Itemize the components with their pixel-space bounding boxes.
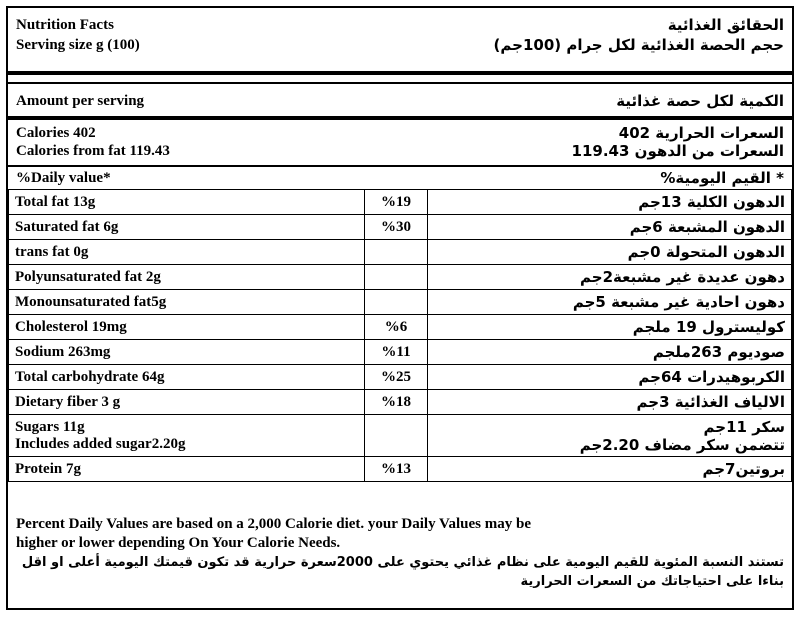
nutrient-name-ar bbox=[428, 340, 792, 365]
calories-from-fat-ar: السعرات من الدهون 119.43 bbox=[571, 142, 784, 160]
nutrient-label-ar: الدهون الكلية 13جم bbox=[638, 193, 785, 211]
footnote-ar: تستند النسبة المئوية للقيم اليومية على نظام غذائي يحتوي على 2000سعرة حرارية قد تكون قيمتك اليومية أعلى او اقل بناءا على احتياجاتك من السعرات الحرارية bbox=[21, 555, 784, 589]
title-en: Nutrition Facts bbox=[16, 17, 114, 33]
amount-per-serving-ar: الكمية لكل حصة غذائية bbox=[616, 92, 784, 110]
divider-thick bbox=[8, 116, 792, 120]
nutrient-label-ar: صوديوم 263ملجم bbox=[652, 343, 785, 361]
table-row bbox=[9, 390, 792, 415]
nutrient-name-en bbox=[9, 265, 365, 290]
nutrient-label-en: Total carbohydrate 64g bbox=[15, 368, 165, 385]
title-ar: الحقائق الغذائية bbox=[667, 16, 784, 34]
nutrient-name-ar bbox=[428, 315, 792, 340]
serving-size-ar: حجم الحصة الغذائية لكل جرام (100جم) bbox=[493, 36, 784, 54]
nutrition-label bbox=[6, 6, 794, 610]
daily-value-percent: %11 bbox=[364, 340, 428, 365]
amount-per-serving-en: Amount per serving bbox=[16, 93, 145, 109]
nutrient-label-ar: بروتين7جم bbox=[702, 460, 785, 478]
table-row bbox=[9, 290, 792, 315]
daily-value-percent: %6 bbox=[364, 315, 428, 340]
nutrient-name-en bbox=[9, 240, 365, 265]
nutrient-label-en: Dietary fiber 3 g bbox=[15, 393, 121, 410]
table-row bbox=[9, 190, 792, 215]
daily-value-percent: %19 bbox=[364, 190, 428, 215]
nutrient-table bbox=[8, 189, 792, 482]
table-row bbox=[9, 340, 792, 365]
nutrient-label-ar: دهون عديدة غير مشبعة2جم bbox=[580, 268, 785, 286]
nutrient-name-en bbox=[9, 457, 365, 482]
calories-ar: السعرات الحرارية 402 bbox=[618, 124, 784, 142]
table-row bbox=[9, 265, 792, 290]
daily-value-en: %Daily value* bbox=[16, 170, 111, 186]
nutrient-name-en bbox=[9, 290, 365, 315]
nutrient-label-en: Cholesterol 19mg bbox=[15, 318, 127, 335]
nutrient-label-en: Saturated fat 6g bbox=[15, 218, 119, 235]
nutrient-name-en bbox=[9, 390, 365, 415]
nutrient-label-ar: الالياف الغذائية 3جم bbox=[636, 393, 785, 411]
nutrient-sublabel-en: Includes added sugar2.20g bbox=[15, 435, 186, 452]
nutrient-name-ar bbox=[428, 265, 792, 290]
nutrient-name-en bbox=[9, 365, 365, 390]
nutrient-name-ar bbox=[428, 390, 792, 415]
nutrient-name-ar bbox=[428, 190, 792, 215]
table-row bbox=[9, 240, 792, 265]
nutrient-label-ar: الدهون المشبعة 6جم bbox=[629, 218, 785, 236]
nutrient-label-en: Total fat 13g bbox=[15, 193, 96, 210]
nutrient-name-en bbox=[9, 340, 365, 365]
nutrient-label-ar: دهون احادية غير مشبعة 5جم bbox=[572, 293, 785, 311]
nutrient-label-ar: سكر 11جم bbox=[703, 417, 785, 436]
footnote-en: Percent Daily Values are based on a 2,000 Calorie diet. your Daily Values may be higher or lower depending On Your Calorie Needs. bbox=[16, 516, 532, 551]
nutrient-label-en: Sugars 11g bbox=[15, 418, 85, 435]
nutrient-name-en bbox=[9, 415, 365, 457]
nutrient-name-ar bbox=[428, 457, 792, 482]
nutrient-label-ar: الدهون المتحولة 0جم bbox=[627, 243, 785, 261]
nutrient-name-ar bbox=[428, 215, 792, 240]
divider-thick bbox=[8, 71, 792, 75]
divider bbox=[8, 165, 792, 167]
table-row bbox=[9, 215, 792, 240]
daily-value-percent: %13 bbox=[364, 457, 428, 482]
nutrient-label-en: Polyunsaturated fat 2g bbox=[15, 268, 161, 285]
daily-value-percent: %25 bbox=[364, 365, 428, 390]
nutrient-name-en bbox=[9, 315, 365, 340]
table-row bbox=[9, 415, 792, 457]
nutrient-label-en: Monounsaturated fat5g bbox=[15, 293, 167, 310]
divider bbox=[8, 82, 792, 84]
calories-from-fat-en: Calories from fat 119.43 bbox=[16, 143, 170, 159]
daily-value-percent bbox=[364, 415, 428, 457]
nutrient-label-ar: الكربوهيدرات 64جم bbox=[638, 368, 785, 386]
nutrient-name-ar bbox=[428, 240, 792, 265]
nutrient-label-en: trans fat 0g bbox=[15, 243, 89, 260]
daily-value-ar: * القيم اليومية% bbox=[660, 169, 784, 187]
nutrient-sublabel-ar: تتضمن سكر مضاف 2.20جم bbox=[579, 435, 785, 454]
nutrient-name-en bbox=[9, 190, 365, 215]
table-row bbox=[9, 315, 792, 340]
daily-value-percent bbox=[364, 265, 428, 290]
nutrient-label-ar: كوليسترول 19 ملجم bbox=[632, 318, 785, 336]
daily-value-percent: %18 bbox=[364, 390, 428, 415]
nutrient-name-ar bbox=[428, 415, 792, 457]
nutrient-name-en bbox=[9, 215, 365, 240]
nutrient-label-en: Protein 7g bbox=[15, 460, 81, 477]
serving-size-en: Serving size g (100) bbox=[16, 37, 140, 53]
calories-en: Calories 402 bbox=[16, 125, 96, 141]
nutrient-name-ar bbox=[428, 365, 792, 390]
daily-value-percent bbox=[364, 290, 428, 315]
nutrient-name-ar bbox=[428, 290, 792, 315]
table-row bbox=[9, 457, 792, 482]
daily-value-percent bbox=[364, 240, 428, 265]
daily-value-percent: %30 bbox=[364, 215, 428, 240]
nutrient-label-en: Sodium 263mg bbox=[15, 343, 111, 360]
table-row bbox=[9, 365, 792, 390]
